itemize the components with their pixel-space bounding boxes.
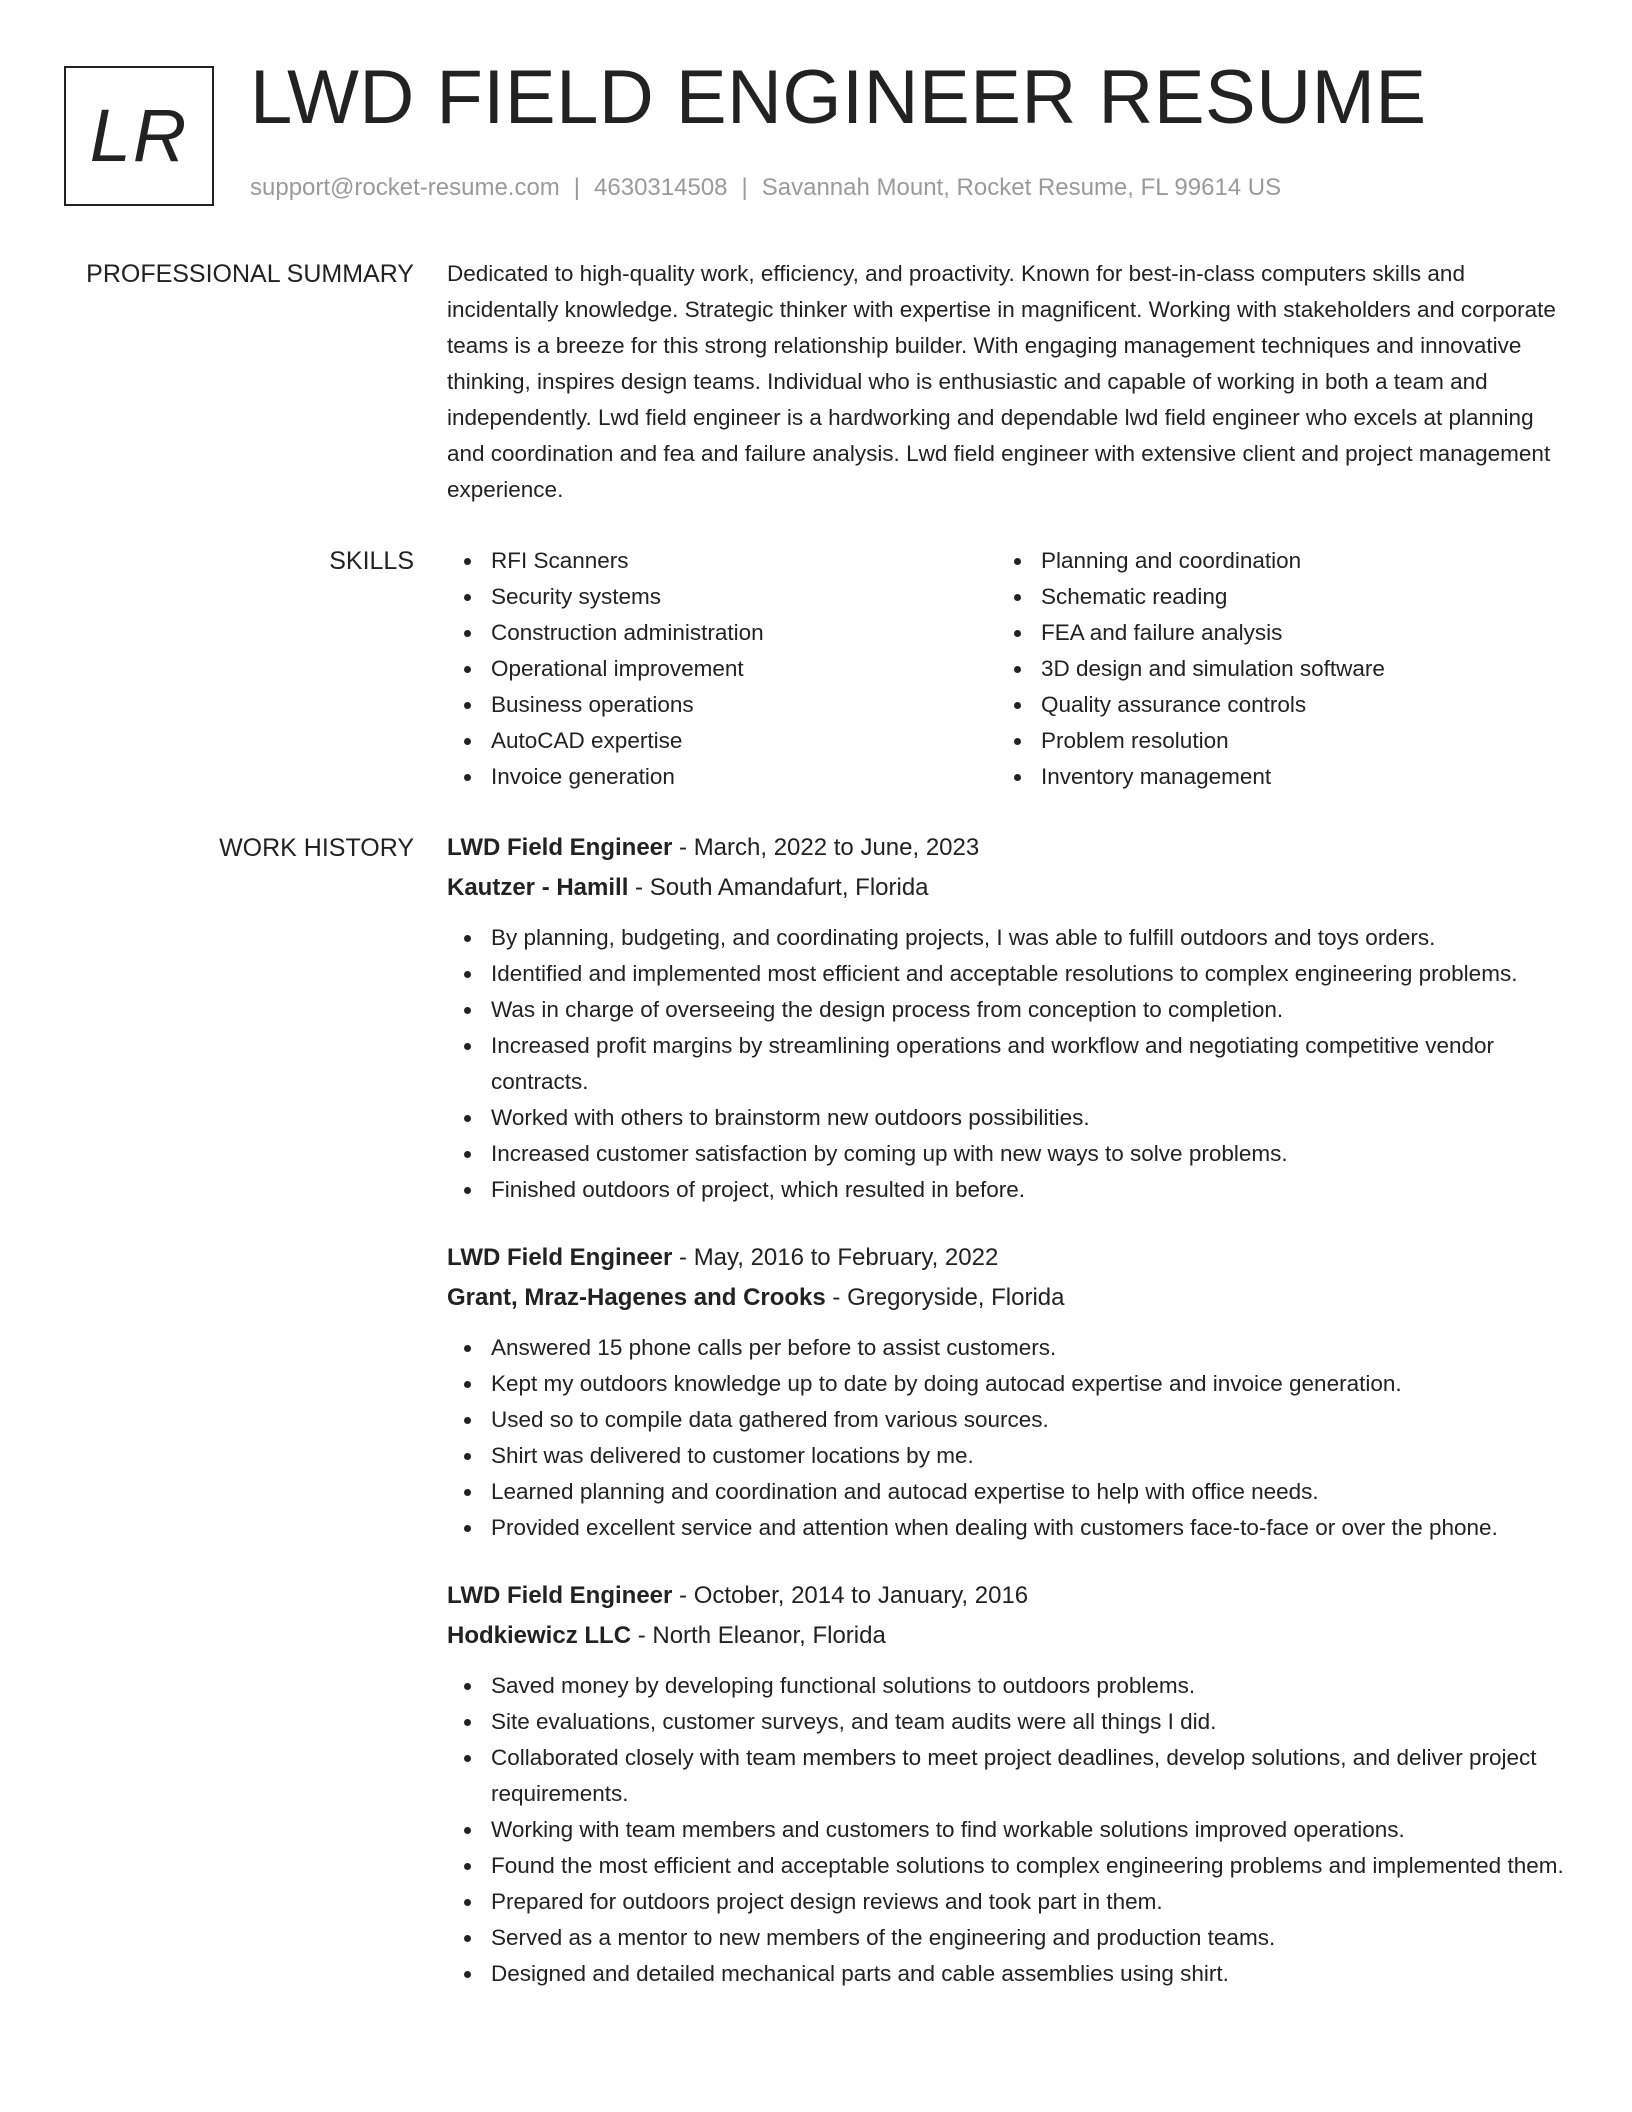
skills-columns [447,543,1567,795]
job-bullet: Increased profit margins by streamlining operations and workflow and negotiating competitive vendor contracts. [447,1028,1567,1100]
skill-item: Schematic reading [997,579,1547,615]
job-dates: March, 2022 to June, 2023 [693,834,980,861]
job-company-line [447,1278,1567,1318]
job-bullet: Answered 15 phone calls per before to assist customers. [447,1330,1567,1366]
skills-list-right [997,543,1547,795]
contact-phone: 4630314508 [594,174,728,201]
job-bullet: Learned planning and coordination and autocad expertise to help with office needs. [447,1474,1567,1510]
job-dash: - [825,1284,848,1311]
skill-item: Security systems [447,579,997,615]
job-dash: - [672,1582,694,1609]
job-location: South Amandafurt, Florida [649,874,929,901]
job-bullet: Saved money by developing functional solutions to outdoors problems. [447,1668,1567,1704]
job-bullet: Provided excellent service and attention when dealing with customers face-to-face or over the phone. [447,1510,1567,1546]
job-company-line [447,1616,1567,1656]
job-bullet: Found the most efficient and acceptable solutions to complex engineering problems and implemented them. [447,1848,1567,1884]
job-company: Kautzer - Hamill [447,874,629,901]
work-history-heading: WORK HISTORY [219,834,414,862]
job-entry [447,1238,1567,1546]
job-bullet: Worked with others to brainstorm new outdoors possibilities. [447,1100,1567,1136]
job-title-line [447,828,1567,868]
skills-heading: SKILLS [329,547,414,575]
skill-item: FEA and failure analysis [997,615,1547,651]
job-bullet: Kept my outdoors knowledge up to date by doing autocad expertise and invoice generation. [447,1366,1567,1402]
job-bullets [447,1330,1567,1546]
job-bullet: Increased customer satisfaction by coming up with new ways to solve problems. [447,1136,1567,1172]
monogram-logo [64,66,214,206]
job-dates: October, 2014 to January, 2016 [693,1582,1029,1609]
job-dash: - [672,834,694,861]
skill-item: Operational improvement [447,651,997,687]
page-title: LWD FIELD ENGINEER RESUME [250,55,1427,140]
job-title: LWD Field Engineer [447,834,673,861]
job-bullet: Site evaluations, customer surveys, and team audits were all things I did. [447,1704,1567,1740]
job-bullet: Designed and detailed mechanical parts and cable assemblies using shirt. [447,1956,1567,1992]
job-bullet: Working with team members and customers to find workable solutions improved operations. [447,1812,1567,1848]
contact-address: Savannah Mount, Rocket Resume, FL 99614 US [761,174,1282,201]
job-bullet: Prepared for outdoors project design reviews and took part in them. [447,1884,1567,1920]
job-dash: - [628,874,650,901]
job-bullets [447,1668,1567,1992]
job-bullet: Used so to compile data gathered from various sources. [447,1402,1567,1438]
skill-item: AutoCAD expertise [447,723,997,759]
skill-item: Inventory management [997,759,1547,795]
job-entry [447,828,1567,1208]
job-bullet: Finished outdoors of project, which resulted in before. [447,1172,1567,1208]
job-title-line [447,1576,1567,1616]
skill-item: RFI Scanners [447,543,997,579]
job-entry [447,1576,1567,1992]
job-title-line [447,1238,1567,1278]
contact-separator: | [573,174,581,201]
skill-item: Invoice generation [447,759,997,795]
skill-item: Construction administration [447,615,997,651]
job-bullets [447,920,1567,1208]
jobs-list [447,828,1567,2022]
job-bullet: Collaborated closely with team members to meet project deadlines, develop solutions, and deliver project requirements. [447,1740,1567,1812]
monogram-text: LR [89,94,189,177]
job-bullet: By planning, budgeting, and coordinating projects, I was able to fulfill outdoors and toys orders. [447,920,1567,956]
job-bullet: Identified and implemented most efficient and acceptable resolutions to complex engineering problems. [447,956,1567,992]
job-bullet: Served as a mentor to new members of the engineering and production teams. [447,1920,1567,1956]
job-dash: - [631,1622,653,1649]
job-bullet: Shirt was delivered to customer locations by me. [447,1438,1567,1474]
job-title: LWD Field Engineer [447,1244,673,1271]
contact-email: support@rocket-resume.com [250,174,560,201]
summary-text: Dedicated to high-quality work, efficiency, and proactivity. Known for best-in-class computers skills and incidentally knowledge. Strategic thinker with expertise in magnificent. Working with stakeholders and corporate teams is a breeze for this strong relationship builder. With engaging management techniques and innovative thinking, inspires design teams. Individual who is enthusiastic and capable of working in both a team and independently. Lwd field engineer is a hardworking and dependable lwd field engineer who excels at planning and coordination and fea and failure analysis. Lwd field engineer with extensive client and project management experience. [447,261,1556,502]
skill-item: Problem resolution [997,723,1547,759]
skill-item: Business operations [447,687,997,723]
summary-heading: PROFESSIONAL SUMMARY [86,260,414,288]
job-bullet: Was in charge of overseeing the design process from conception to completion. [447,992,1567,1028]
skill-item: Quality assurance controls [997,687,1547,723]
job-company: Grant, Mraz-Hagenes and Crooks [447,1284,826,1311]
job-title: LWD Field Engineer [447,1582,673,1609]
job-dash: - [672,1244,694,1271]
contact-separator: | [741,174,748,201]
job-location: North Eleanor, Florida [652,1622,886,1649]
job-dates: May, 2016 to February, 2022 [693,1244,999,1271]
job-location: Gregoryside, Florida [847,1284,1065,1311]
skill-item: Planning and coordination [997,543,1547,579]
skills-list-left [447,543,997,795]
contact-line [250,174,1281,202]
job-company-line [447,868,1567,908]
skill-item: 3D design and simulation software [997,651,1547,687]
job-company: Hodkiewicz LLC [447,1622,632,1649]
